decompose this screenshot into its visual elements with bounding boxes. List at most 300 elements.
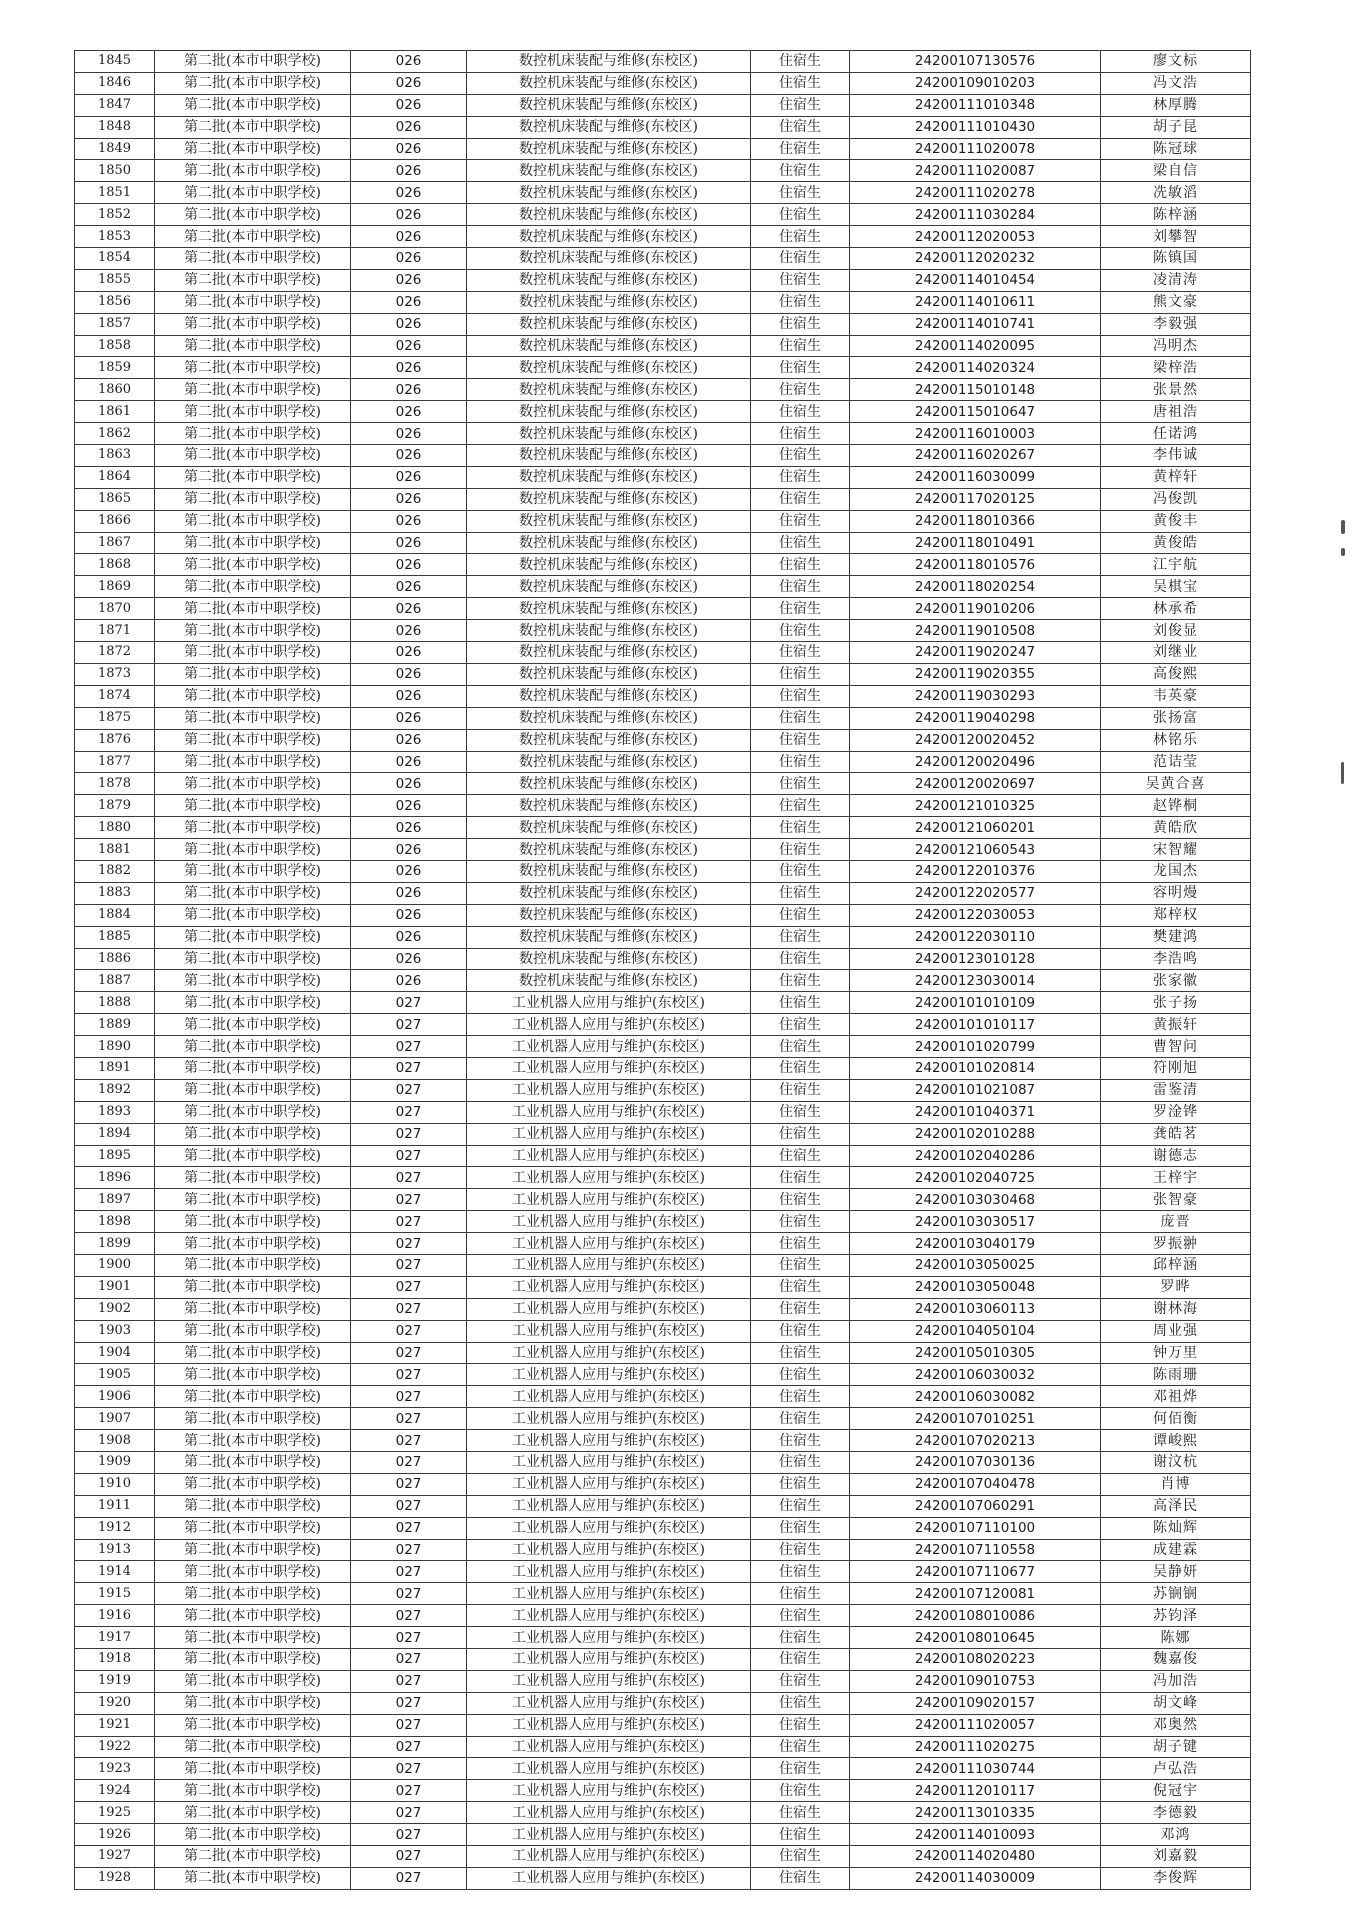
major-code: 026	[351, 773, 467, 795]
major-code: 027	[351, 1539, 467, 1561]
residence-type: 住宿生	[751, 1057, 850, 1079]
table-row	[75, 357, 1251, 379]
residence-type: 住宿生	[751, 1145, 850, 1167]
student-name: 罗淦铧	[1101, 1101, 1251, 1123]
student-id: 24200111010348	[850, 94, 1101, 116]
row-index: 1861	[75, 401, 155, 423]
residence-type: 住宿生	[751, 466, 850, 488]
row-index: 1854	[75, 248, 155, 270]
row-index: 1900	[75, 1254, 155, 1276]
student-name: 苏锎锎	[1101, 1583, 1251, 1605]
major-name: 数控机床装配与维修(东校区)	[467, 598, 751, 620]
residence-type: 住宿生	[751, 663, 850, 685]
batch-cell: 第二批(本市中职学校)	[155, 882, 351, 904]
major-name: 数控机床装配与维修(东校区)	[467, 226, 751, 248]
table-row	[75, 554, 1251, 576]
table-row	[75, 1802, 1251, 1824]
batch-cell: 第二批(本市中职学校)	[155, 269, 351, 291]
batch-cell: 第二批(本市中职学校)	[155, 904, 351, 926]
residence-type: 住宿生	[751, 1517, 850, 1539]
major-name: 工业机器人应用与维护(东校区)	[467, 1452, 751, 1474]
student-name: 张子扬	[1101, 992, 1251, 1014]
major-code: 026	[351, 532, 467, 554]
batch-cell: 第二批(本市中职学校)	[155, 598, 351, 620]
batch-cell: 第二批(本市中职学校)	[155, 1670, 351, 1692]
batch-cell: 第二批(本市中职学校)	[155, 226, 351, 248]
major-name: 数控机床装配与维修(东校区)	[467, 576, 751, 598]
residence-type: 住宿生	[751, 1714, 850, 1736]
major-name: 数控机床装配与维修(东校区)	[467, 379, 751, 401]
residence-type: 住宿生	[751, 1867, 850, 1889]
batch-cell: 第二批(本市中职学校)	[155, 1605, 351, 1627]
student-id: 24200121060201	[850, 817, 1101, 839]
table-row	[75, 707, 1251, 729]
student-id: 24200111020078	[850, 138, 1101, 160]
student-name: 庞晋	[1101, 1211, 1251, 1233]
row-index: 1887	[75, 970, 155, 992]
student-id: 24200119010508	[850, 620, 1101, 642]
table-row	[75, 1561, 1251, 1583]
major-code: 027	[351, 1802, 467, 1824]
residence-type: 住宿生	[751, 269, 850, 291]
table-row	[75, 1298, 1251, 1320]
batch-cell: 第二批(本市中职学校)	[155, 1846, 351, 1868]
batch-cell: 第二批(本市中职学校)	[155, 729, 351, 751]
residence-type: 住宿生	[751, 1824, 850, 1846]
residence-type: 住宿生	[751, 182, 850, 204]
residence-type: 住宿生	[751, 160, 850, 182]
major-name: 数控机床装配与维修(东校区)	[467, 904, 751, 926]
batch-cell: 第二批(本市中职学校)	[155, 1364, 351, 1386]
student-id: 24200121060543	[850, 839, 1101, 861]
batch-cell: 第二批(本市中职学校)	[155, 160, 351, 182]
residence-type: 住宿生	[751, 773, 850, 795]
student-id: 24200109010203	[850, 72, 1101, 94]
student-id: 24200103030517	[850, 1211, 1101, 1233]
major-code: 026	[351, 226, 467, 248]
residence-type: 住宿生	[751, 1802, 850, 1824]
major-code: 026	[351, 620, 467, 642]
table-row	[75, 1320, 1251, 1342]
student-id: 24200114010741	[850, 313, 1101, 335]
student-id: 24200111020278	[850, 182, 1101, 204]
table-row	[75, 685, 1251, 707]
major-name: 工业机器人应用与维护(东校区)	[467, 1408, 751, 1430]
student-id: 24200107020213	[850, 1430, 1101, 1452]
residence-type: 住宿生	[751, 1386, 850, 1408]
major-code: 027	[351, 1123, 467, 1145]
table-row	[75, 1714, 1251, 1736]
row-index: 1896	[75, 1167, 155, 1189]
major-code: 026	[351, 313, 467, 335]
student-id: 24200103030468	[850, 1189, 1101, 1211]
batch-cell: 第二批(本市中职学校)	[155, 1714, 351, 1736]
student-name: 冯明杰	[1101, 335, 1251, 357]
student-name: 陈娜	[1101, 1627, 1251, 1649]
major-name: 数控机床装配与维修(东校区)	[467, 707, 751, 729]
residence-type: 住宿生	[751, 729, 850, 751]
major-code: 027	[351, 1758, 467, 1780]
student-name: 梁梓浩	[1101, 357, 1251, 379]
student-name: 黄梓轩	[1101, 466, 1251, 488]
row-index: 1913	[75, 1539, 155, 1561]
batch-cell: 第二批(本市中职学校)	[155, 291, 351, 313]
batch-cell: 第二批(本市中职学校)	[155, 1189, 351, 1211]
residence-type: 住宿生	[751, 94, 850, 116]
table-row	[75, 1364, 1251, 1386]
major-name: 工业机器人应用与维护(东校区)	[467, 1517, 751, 1539]
major-code: 026	[351, 685, 467, 707]
row-index: 1866	[75, 510, 155, 532]
residence-type: 住宿生	[751, 1254, 850, 1276]
table-row	[75, 379, 1251, 401]
student-name: 凌清涛	[1101, 269, 1251, 291]
row-index: 1850	[75, 160, 155, 182]
residence-type: 住宿生	[751, 926, 850, 948]
major-code: 027	[351, 1057, 467, 1079]
row-index: 1892	[75, 1079, 155, 1101]
batch-cell: 第二批(本市中职学校)	[155, 685, 351, 707]
major-code: 027	[351, 1824, 467, 1846]
row-index: 1851	[75, 182, 155, 204]
table-row	[75, 882, 1251, 904]
major-code: 026	[351, 729, 467, 751]
student-name: 冼敏滔	[1101, 182, 1251, 204]
major-code: 027	[351, 1452, 467, 1474]
batch-cell: 第二批(本市中职学校)	[155, 72, 351, 94]
student-id: 24200114020480	[850, 1846, 1101, 1868]
table-row	[75, 1036, 1251, 1058]
major-name: 工业机器人应用与维护(东校区)	[467, 1233, 751, 1255]
batch-cell: 第二批(本市中职学校)	[155, 1539, 351, 1561]
batch-cell: 第二批(本市中职学校)	[155, 1276, 351, 1298]
student-id: 24200112020053	[850, 226, 1101, 248]
major-code: 026	[351, 160, 467, 182]
residence-type: 住宿生	[751, 51, 850, 73]
student-name: 苏钧泽	[1101, 1605, 1251, 1627]
student-name: 钟万里	[1101, 1342, 1251, 1364]
row-index: 1865	[75, 488, 155, 510]
student-name: 吴黄合喜	[1101, 773, 1251, 795]
major-code: 027	[351, 1233, 467, 1255]
table-row	[75, 1342, 1251, 1364]
batch-cell: 第二批(本市中职学校)	[155, 795, 351, 817]
major-name: 数控机床装配与维修(东校区)	[467, 269, 751, 291]
major-name: 工业机器人应用与维护(东校区)	[467, 1583, 751, 1605]
major-code: 026	[351, 51, 467, 73]
row-index: 1906	[75, 1386, 155, 1408]
residence-type: 住宿生	[751, 882, 850, 904]
major-code: 026	[351, 926, 467, 948]
student-id: 24200108020223	[850, 1649, 1101, 1671]
row-index: 1899	[75, 1233, 155, 1255]
batch-cell: 第二批(本市中职学校)	[155, 532, 351, 554]
student-id: 24200111020275	[850, 1736, 1101, 1758]
student-name: 罗振翀	[1101, 1233, 1251, 1255]
table-row	[75, 116, 1251, 138]
major-name: 数控机床装配与维修(东校区)	[467, 116, 751, 138]
student-id: 24200107040478	[850, 1473, 1101, 1495]
row-index: 1922	[75, 1736, 155, 1758]
batch-cell: 第二批(本市中职学校)	[155, 94, 351, 116]
student-name: 江宇航	[1101, 554, 1251, 576]
major-code: 027	[351, 1408, 467, 1430]
row-index: 1878	[75, 773, 155, 795]
table-body	[75, 51, 1251, 1890]
student-id: 24200116010003	[850, 423, 1101, 445]
batch-cell: 第二批(本市中职学校)	[155, 1254, 351, 1276]
table-row	[75, 138, 1251, 160]
student-name: 郑梓权	[1101, 904, 1251, 926]
major-name: 工业机器人应用与维护(东校区)	[467, 1320, 751, 1342]
residence-type: 住宿生	[751, 1561, 850, 1583]
row-index: 1870	[75, 598, 155, 620]
major-name: 数控机床装配与维修(东校区)	[467, 335, 751, 357]
residence-type: 住宿生	[751, 335, 850, 357]
table-row	[75, 466, 1251, 488]
major-code: 027	[351, 1692, 467, 1714]
row-index: 1897	[75, 1189, 155, 1211]
batch-cell: 第二批(本市中职学校)	[155, 466, 351, 488]
major-code: 027	[351, 1167, 467, 1189]
table-row	[75, 1254, 1251, 1276]
major-name: 数控机床装配与维修(东校区)	[467, 729, 751, 751]
major-name: 工业机器人应用与维护(东校区)	[467, 1692, 751, 1714]
major-code: 026	[351, 94, 467, 116]
residence-type: 住宿生	[751, 1605, 850, 1627]
residence-type: 住宿生	[751, 1408, 850, 1430]
student-id: 24200115010647	[850, 401, 1101, 423]
table-row	[75, 510, 1251, 532]
batch-cell: 第二批(本市中职学校)	[155, 707, 351, 729]
major-code: 026	[351, 554, 467, 576]
major-name: 工业机器人应用与维护(东校区)	[467, 1211, 751, 1233]
student-name: 林承希	[1101, 598, 1251, 620]
row-index: 1917	[75, 1627, 155, 1649]
student-name: 高俊熙	[1101, 663, 1251, 685]
major-name: 工业机器人应用与维护(东校区)	[467, 1670, 751, 1692]
batch-cell: 第二批(本市中职学校)	[155, 576, 351, 598]
residence-type: 住宿生	[751, 1342, 850, 1364]
row-index: 1879	[75, 795, 155, 817]
student-id: 24200122030053	[850, 904, 1101, 926]
batch-cell: 第二批(本市中职学校)	[155, 554, 351, 576]
row-index: 1846	[75, 72, 155, 94]
row-index: 1925	[75, 1802, 155, 1824]
table-row	[75, 1583, 1251, 1605]
major-name: 工业机器人应用与维护(东校区)	[467, 1714, 751, 1736]
major-code: 026	[351, 379, 467, 401]
row-index: 1895	[75, 1145, 155, 1167]
table-row	[75, 488, 1251, 510]
row-index: 1882	[75, 860, 155, 882]
student-id: 24200122020577	[850, 882, 1101, 904]
residence-type: 住宿生	[751, 992, 850, 1014]
major-code: 027	[351, 1298, 467, 1320]
major-name: 数控机床装配与维修(东校区)	[467, 160, 751, 182]
major-name: 数控机床装配与维修(东校区)	[467, 291, 751, 313]
student-name: 唐祖浩	[1101, 401, 1251, 423]
major-code: 026	[351, 576, 467, 598]
table-row	[75, 1736, 1251, 1758]
major-code: 027	[351, 1189, 467, 1211]
batch-cell: 第二批(本市中职学校)	[155, 839, 351, 861]
student-name: 符刚旭	[1101, 1057, 1251, 1079]
residence-type: 住宿生	[751, 1452, 850, 1474]
batch-cell: 第二批(本市中职学校)	[155, 401, 351, 423]
table-row	[75, 1517, 1251, 1539]
major-code: 027	[351, 1495, 467, 1517]
student-id: 24200112010117	[850, 1780, 1101, 1802]
major-name: 数控机床装配与维修(东校区)	[467, 948, 751, 970]
student-name: 倪冠宇	[1101, 1780, 1251, 1802]
student-id: 24200111020087	[850, 160, 1101, 182]
major-name: 数控机床装配与维修(东校区)	[467, 663, 751, 685]
major-code: 027	[351, 1583, 467, 1605]
batch-cell: 第二批(本市中职学校)	[155, 182, 351, 204]
table-row	[75, 335, 1251, 357]
major-code: 026	[351, 445, 467, 467]
student-name: 李俊辉	[1101, 1867, 1251, 1889]
residence-type: 住宿生	[751, 1036, 850, 1058]
student-id: 24200106030032	[850, 1364, 1101, 1386]
residence-type: 住宿生	[751, 226, 850, 248]
row-index: 1918	[75, 1649, 155, 1671]
major-name: 工业机器人应用与维护(东校区)	[467, 1430, 751, 1452]
major-name: 数控机床装配与维修(东校区)	[467, 423, 751, 445]
residence-type: 住宿生	[751, 401, 850, 423]
row-index: 1875	[75, 707, 155, 729]
batch-cell: 第二批(本市中职学校)	[155, 1473, 351, 1495]
student-name: 黄俊皓	[1101, 532, 1251, 554]
student-name: 刘嘉毅	[1101, 1846, 1251, 1868]
major-name: 工业机器人应用与维护(东校区)	[467, 1473, 751, 1495]
residence-type: 住宿生	[751, 1692, 850, 1714]
student-id: 24200109020157	[850, 1692, 1101, 1714]
major-code: 027	[351, 1430, 467, 1452]
student-name: 吴静妍	[1101, 1561, 1251, 1583]
row-index: 1916	[75, 1605, 155, 1627]
residence-type: 住宿生	[751, 1233, 850, 1255]
student-id: 24200114020095	[850, 335, 1101, 357]
student-id: 24200114010454	[850, 269, 1101, 291]
table-row	[75, 970, 1251, 992]
batch-cell: 第二批(本市中职学校)	[155, 248, 351, 270]
table-row	[75, 729, 1251, 751]
row-index: 1872	[75, 642, 155, 664]
student-id: 24200106030082	[850, 1386, 1101, 1408]
residence-type: 住宿生	[751, 554, 850, 576]
student-name: 谭峻熙	[1101, 1430, 1251, 1452]
student-name: 刘继业	[1101, 642, 1251, 664]
batch-cell: 第二批(本市中职学校)	[155, 926, 351, 948]
student-id: 24200123030014	[850, 970, 1101, 992]
student-id: 24200121010325	[850, 795, 1101, 817]
row-index: 1857	[75, 313, 155, 335]
major-name: 数控机床装配与维修(东校区)	[467, 926, 751, 948]
major-code: 027	[351, 1649, 467, 1671]
major-code: 026	[351, 204, 467, 226]
major-name: 工业机器人应用与维护(东校区)	[467, 1605, 751, 1627]
row-index: 1919	[75, 1670, 155, 1692]
row-index: 1904	[75, 1342, 155, 1364]
major-name: 工业机器人应用与维护(东校区)	[467, 1145, 751, 1167]
batch-cell: 第二批(本市中职学校)	[155, 1167, 351, 1189]
major-name: 工业机器人应用与维护(东校区)	[467, 1014, 751, 1036]
batch-cell: 第二批(本市中职学校)	[155, 948, 351, 970]
student-id: 24200119040298	[850, 707, 1101, 729]
major-name: 工业机器人应用与维护(东校区)	[467, 1561, 751, 1583]
table-row	[75, 1123, 1251, 1145]
major-code: 027	[351, 1014, 467, 1036]
major-code: 026	[351, 248, 467, 270]
batch-cell: 第二批(本市中职学校)	[155, 1736, 351, 1758]
row-index: 1867	[75, 532, 155, 554]
residence-type: 住宿生	[751, 751, 850, 773]
major-code: 027	[351, 1605, 467, 1627]
batch-cell: 第二批(本市中职学校)	[155, 642, 351, 664]
major-code: 027	[351, 1079, 467, 1101]
residence-type: 住宿生	[751, 839, 850, 861]
student-id: 24200107060291	[850, 1495, 1101, 1517]
table-row	[75, 313, 1251, 335]
batch-cell: 第二批(本市中职学校)	[155, 751, 351, 773]
major-name: 数控机床装配与维修(东校区)	[467, 554, 751, 576]
major-code: 026	[351, 642, 467, 664]
major-name: 数控机床装配与维修(东校区)	[467, 817, 751, 839]
residence-type: 住宿生	[751, 379, 850, 401]
student-name: 任诺鸿	[1101, 423, 1251, 445]
table-row	[75, 1627, 1251, 1649]
student-name: 张家徽	[1101, 970, 1251, 992]
major-code: 027	[351, 1561, 467, 1583]
major-code: 026	[351, 948, 467, 970]
major-code: 026	[351, 335, 467, 357]
major-name: 数控机床装配与维修(东校区)	[467, 839, 751, 861]
table-row	[75, 1386, 1251, 1408]
batch-cell: 第二批(本市中职学校)	[155, 357, 351, 379]
table-row	[75, 226, 1251, 248]
student-id: 24200103050048	[850, 1276, 1101, 1298]
residence-type: 住宿生	[751, 72, 850, 94]
table-row	[75, 1846, 1251, 1868]
table-row	[75, 401, 1251, 423]
major-name: 工业机器人应用与维护(东校区)	[467, 1780, 751, 1802]
table-row	[75, 204, 1251, 226]
residence-type: 住宿生	[751, 1473, 850, 1495]
student-name: 张智豪	[1101, 1189, 1251, 1211]
major-code: 027	[351, 1867, 467, 1889]
batch-cell: 第二批(本市中职学校)	[155, 1298, 351, 1320]
row-index: 1874	[75, 685, 155, 707]
table-row	[75, 860, 1251, 882]
major-code: 026	[351, 72, 467, 94]
major-code: 027	[351, 1473, 467, 1495]
major-code: 026	[351, 860, 467, 882]
student-name: 梁自信	[1101, 160, 1251, 182]
student-name: 容明熳	[1101, 882, 1251, 904]
batch-cell: 第二批(本市中职学校)	[155, 1561, 351, 1583]
major-name: 工业机器人应用与维护(东校区)	[467, 1364, 751, 1386]
student-name: 邓祖烨	[1101, 1386, 1251, 1408]
row-index: 1884	[75, 904, 155, 926]
table-row	[75, 51, 1251, 73]
student-id: 24200122030110	[850, 926, 1101, 948]
major-code: 027	[351, 1364, 467, 1386]
residence-type: 住宿生	[751, 795, 850, 817]
major-code: 027	[351, 1254, 467, 1276]
student-name: 陈冠球	[1101, 138, 1251, 160]
